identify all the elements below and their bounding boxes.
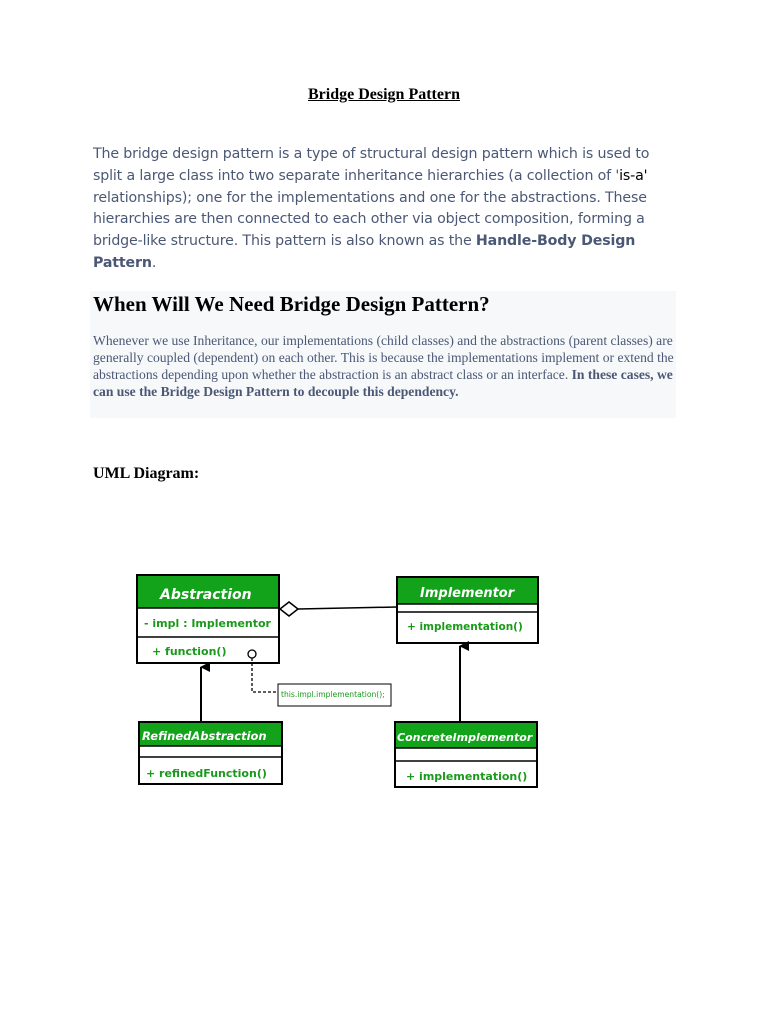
concrete-name: ConcreteImplementor — [397, 731, 533, 744]
refined-method: + refinedFunction() — [146, 767, 267, 780]
abstraction-method: + function() — [152, 645, 227, 658]
abstraction-attribute: - impl : Implementor — [144, 617, 271, 630]
section-text: Whenever we use Inheritance, our implementations (child classes) and the abstractions (parent classes) are generally coupled (dependent) on each other. This is because the implementations implement or extend the abstractions depending upon whether the abstraction is an abstract class or an interface. — [93, 333, 674, 382]
abstraction-name: Abstraction — [160, 587, 252, 603]
aggregation-connector — [280, 602, 397, 616]
intro-text-2: relationships); one for the implementations and one for the abstractions. These hierarchies are then connected to each other via object composition, forming a bridge-like structure. This pattern is also known as the — [93, 189, 647, 250]
intro-text-1: The bridge design pattern is a type of structural design pattern which is used to split a large class into two separate inheritance hierarchies (a collection of ' — [93, 146, 650, 184]
refined-name: RefinedAbstraction — [142, 729, 267, 743]
implementor-class — [397, 577, 538, 643]
intro-text-3: . — [151, 254, 157, 271]
intro-bold-term: Handle-Body Design Pattern — [93, 233, 636, 271]
document-title: Bridge Design Pattern — [308, 86, 460, 103]
aggregation-diamond-icon — [280, 602, 298, 616]
section-heading: When Will We Need Bridge Design Pattern? — [93, 292, 490, 316]
implementor-method: + implementation() — [407, 621, 523, 633]
intro-quoted-term: is-a' — [619, 167, 648, 184]
note-anchor-icon — [248, 650, 256, 658]
implementation-note — [278, 684, 391, 706]
section-bold-text: In these cases, we can use the Bridge Design Pattern to decouple this dependency. — [93, 367, 673, 399]
uml-heading: UML Diagram: — [93, 465, 200, 482]
concrete-implementor-class — [395, 722, 537, 787]
refined-abstraction-class — [139, 722, 282, 784]
abstraction-class — [137, 575, 279, 663]
concrete-method: + implementation() — [406, 770, 528, 783]
note-text: this.impl.implementation(); — [281, 690, 385, 699]
implementor-name: Implementor — [420, 586, 515, 601]
